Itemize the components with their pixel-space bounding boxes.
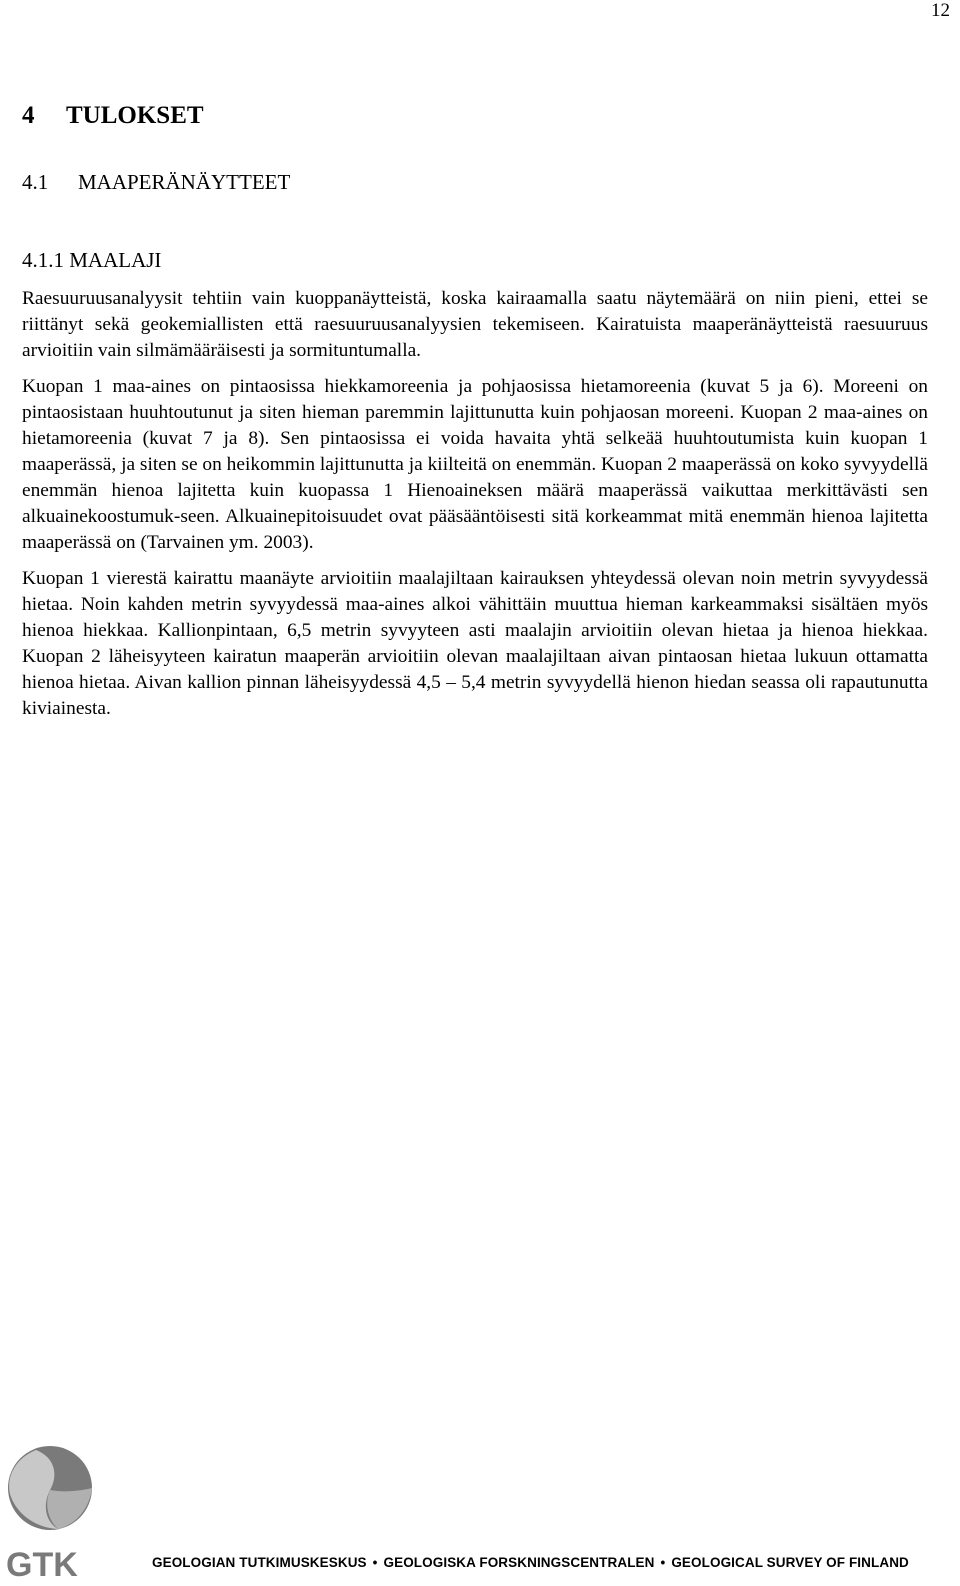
separator-dot: • <box>660 1555 666 1570</box>
section-number: 4 <box>22 102 35 129</box>
paragraph: Raesuuruusanalyysit tehtiin vain kuoppanäytteistä, koska kairaamalla saatu näytemäärä on niin pieni, ettei se riittänyt sekä geokemiallisten että raesuuruusanalyysien tekemiseen. Kairatuista maaperänäytteistä raesuuruus arvioitiin vain silmämääräisesti ja sormituntumalla. <box>22 288 928 361</box>
paragraph: Kuopan 1 maa-aines on pintaosissa hiekkamoreenia ja pohjaosissa hietamoreenia (kuvat 5 ja 6). Moreeni on pintaosistaan huuhtoutunut ja siten hieman paremmin lajittunutta kuin pohjaosan moreeni. Kuopan 2 maa-aines on hietamoreenia (kuvat 7 ja 8). Sen pintaosissa ei voida havaita yhtä selkeää huuhtoutumista kuin kuopan 1 maaperässä, ja siten se on heikommin lajittunutta ja kiilteitä on enemmän. Kuopan 2 maaperässä on koko syvyydellä enemmän hienoa lajitetta kuin kuopassa 1 Hienoaineksen määrä maaperässä vaikuttaa merkittävästi sen alkuainekoostumuk-seen. Alkuainepitoisuudet ovat pääsääntöisesti sitä korkeammat mitä enemmän hienoa lajitetta maaperässä on (Tarvainen ym. 2003). <box>22 376 928 553</box>
section-title: TULOKSET <box>66 102 204 129</box>
org-swedish: GEOLOGISKA FORSKNINGSCENTRALEN <box>383 1555 655 1570</box>
separator-dot: • <box>372 1555 378 1570</box>
subsection-heading <box>22 170 290 195</box>
subsection-title: MAAPERÄNÄYTTEET <box>78 170 291 194</box>
org-english: GEOLOGICAL SURVEY OF FINLAND <box>671 1555 909 1570</box>
paragraph: Kuopan 1 vierestä kairattu maanäyte arvioitiin maalajiltaan kairauksen yhteydessä olevan noin metrin syvyydessä hietaa. Noin kahden metrin syvyydessä maa-aines alkoi vähittäin muuttua hieman karkeammaksi sisältäen myös hienoa hiekkaa. Kallionpintaan, 6,5 metrin syvyyteen asti maalajin arvioitiin olevan hietaa ja hienoa hiekkaa. Kuopan 2 läheisyyteen kairatun maaperän arvioitiin olevan maalajiltaan aivan pintaosan hietaa lukuun ottamatta hienoa hietaa. Aivan kallion pinnan läheisyydessä 4,5 – 5,4 metrin syvyydellä hienon hiedan seassa oli rapautunutta kiviainesta. <box>22 568 928 719</box>
logo-text: GTK <box>6 1546 78 1581</box>
section-heading <box>22 102 204 130</box>
body-text <box>22 286 928 732</box>
page-number: 12 <box>931 0 950 21</box>
subsubsection-heading: 4.1.1 MAALAJI <box>22 248 162 272</box>
org-finnish: GEOLOGIAN TUTKIMUSKESKUS <box>152 1555 367 1570</box>
subsection-number: 4.1 <box>22 170 49 194</box>
globe-icon <box>6 1436 98 1581</box>
gtk-logo <box>6 1436 98 1581</box>
footer-organizations <box>152 1555 952 1570</box>
